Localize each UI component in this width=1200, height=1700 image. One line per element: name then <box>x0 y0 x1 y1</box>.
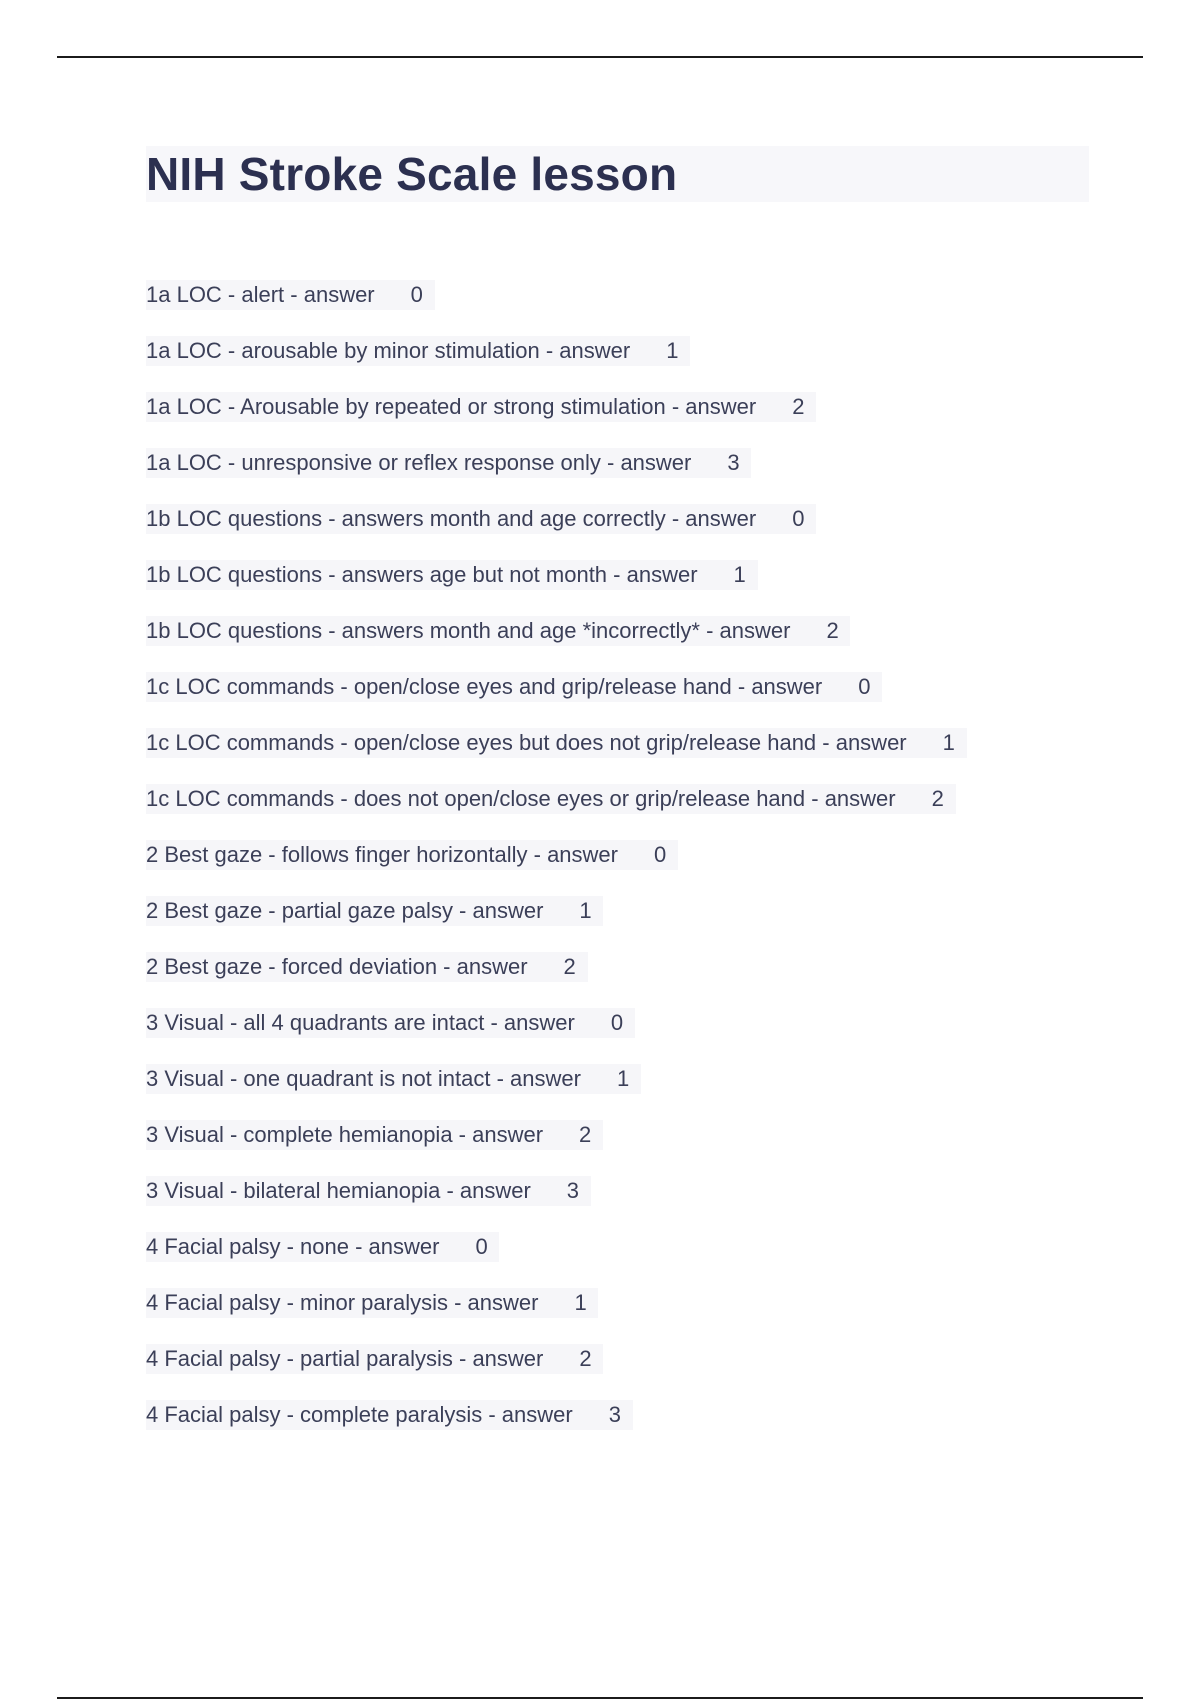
flashcard-answer: 1 <box>942 730 955 755</box>
flashcard-question: 3 Visual - all 4 quadrants are intact - answer <box>146 1010 575 1035</box>
flashcard-question: 4 Facial palsy - partial paralysis - answer <box>146 1346 544 1371</box>
flashcard <box>146 840 678 870</box>
flashcard-question: 2 Best gaze - forced deviation - answer <box>146 954 528 979</box>
title-bar <box>146 146 1089 202</box>
flashcard-row <box>146 840 1106 896</box>
flashcard-answer: 2 <box>931 786 944 811</box>
flashcard-row <box>146 896 1106 952</box>
flashcard-question: 3 Visual - bilateral hemianopia - answer <box>146 1178 531 1203</box>
flashcard <box>146 504 816 534</box>
flashcard-question: 1a LOC - unresponsive or reflex response only - answer <box>146 450 692 475</box>
flashcard <box>146 1008 635 1038</box>
flashcard-question: 1c LOC commands - does not open/close eyes or grip/release hand - answer <box>146 786 896 811</box>
flashcard-row <box>146 1344 1106 1400</box>
flashcard-row <box>146 448 1106 504</box>
flashcard-answer: 0 <box>475 1234 488 1259</box>
flashcard <box>146 280 435 310</box>
flashcard-row <box>146 672 1106 728</box>
flashcard-question: 4 Facial palsy - complete paralysis - answer <box>146 1402 573 1427</box>
flashcard <box>146 784 956 814</box>
flashcard-question: 4 Facial palsy - minor paralysis - answer <box>146 1290 539 1315</box>
flashcard-answer: 1 <box>616 1066 630 1091</box>
flashcard-answer: 1 <box>579 898 592 923</box>
flashcard-question: 3 Visual - complete hemianopia - answer <box>146 1122 544 1147</box>
flashcard-row <box>146 784 1106 840</box>
flashcard-row <box>146 616 1106 672</box>
flashcard-row <box>146 952 1106 1008</box>
flashcard <box>146 672 882 702</box>
flashcard-question: 2 Best gaze - partial gaze palsy - answer <box>146 898 544 923</box>
flashcard <box>146 1176 591 1206</box>
flashcard-question: 1c LOC commands - open/close eyes but does not grip/release hand - answer <box>146 730 907 755</box>
flashcard <box>146 616 850 646</box>
flashcard <box>146 392 816 422</box>
flashcard-answer: 0 <box>858 674 871 699</box>
flashcard-row <box>146 1064 1106 1120</box>
flashcard-question: 1b LOC questions - answers age but not month - answer <box>146 562 698 587</box>
flashcard-answer: 2 <box>792 394 805 419</box>
flashcard-row <box>146 728 1106 784</box>
flashcard-question: 1c LOC commands - open/close eyes and grip/release hand - answer <box>146 674 823 699</box>
flashcard-answer: 0 <box>610 1010 624 1035</box>
flashcard-row <box>146 504 1106 560</box>
flashcard-answer: 2 <box>563 954 576 979</box>
flashcard-row <box>146 1232 1106 1288</box>
flashcard-answer: 0 <box>654 842 667 867</box>
flashcard-answer: 2 <box>579 1122 592 1147</box>
flashcard <box>146 728 967 758</box>
flashcard-question: 2 Best gaze - follows finger horizontally - answer <box>146 842 618 867</box>
flashcard-row <box>146 1400 1106 1456</box>
flashcard <box>146 1288 598 1318</box>
flashcard <box>146 560 758 590</box>
flashcard-answer: 2 <box>826 618 839 643</box>
flashcard-answer: 3 <box>566 1178 580 1203</box>
flashcard-answer: 1 <box>574 1290 587 1315</box>
flashcard-question: 1a LOC - arousable by minor stimulation - answer <box>146 338 631 363</box>
flashcard-row <box>146 336 1106 392</box>
flashcard-question: 1a LOC - alert - answer <box>146 282 375 307</box>
flashcard <box>146 1120 603 1150</box>
flashcard-row <box>146 1008 1106 1064</box>
flashcard-question: 1b LOC questions - answers month and age correctly - answer <box>146 506 757 531</box>
flashcard-answer: 0 <box>792 506 805 531</box>
flashcard-question: 1b LOC questions - answers month and age *incorrectly* - answer <box>146 618 791 643</box>
flashcard-row <box>146 560 1106 616</box>
flashcard-answer: 0 <box>410 282 423 307</box>
flashcard <box>146 448 751 478</box>
flashcard <box>146 1400 633 1430</box>
flashcard-answer: 1 <box>666 338 679 363</box>
flashcard-answer: 3 <box>608 1402 621 1427</box>
flashcard-row <box>146 1176 1106 1232</box>
flashcard-question: 3 Visual - one quadrant is not intact - answer <box>146 1066 581 1091</box>
page-title: NIH Stroke Scale lesson <box>146 148 678 200</box>
flashcard-row <box>146 1120 1106 1176</box>
flashcard-question: 4 Facial palsy - none - answer <box>146 1234 440 1259</box>
flashcard <box>146 336 690 366</box>
flashcard-row <box>146 392 1106 448</box>
header-divider <box>57 56 1143 58</box>
flashcard <box>146 952 588 982</box>
flashcard <box>146 1232 499 1262</box>
flashcard-list <box>146 280 1106 1456</box>
footer-divider <box>57 1697 1143 1699</box>
flashcard-answer: 1 <box>733 562 746 587</box>
flashcard <box>146 1344 603 1374</box>
flashcard-answer: 3 <box>727 450 740 475</box>
flashcard-answer: 2 <box>579 1346 592 1371</box>
flashcard-question: 1a LOC - Arousable by repeated or strong stimulation - answer <box>146 394 757 419</box>
flashcard-row <box>146 1288 1106 1344</box>
flashcard-row <box>146 280 1106 336</box>
flashcard <box>146 1064 641 1094</box>
flashcard <box>146 896 603 926</box>
